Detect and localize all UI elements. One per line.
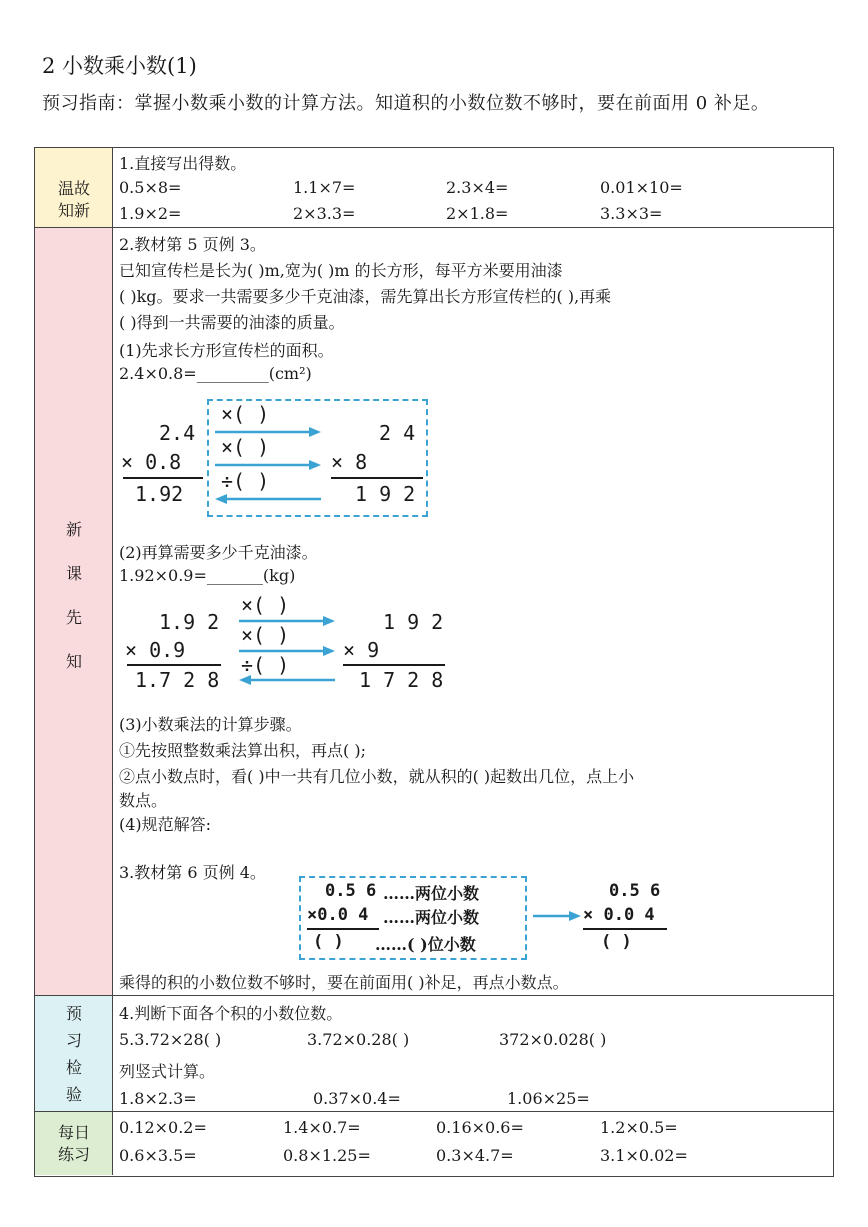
step-3-text: (3)小数乘法的计算步骤。 — [119, 715, 302, 734]
factor-b: × 0.9 — [125, 638, 186, 662]
daily-item: 3.1×0.02= — [600, 1146, 688, 1165]
example-4-heading: 3.教材第 6 页例 4。 — [119, 863, 266, 882]
left-arrow-icon — [237, 674, 337, 686]
review-item: 2×1.8= — [446, 204, 509, 223]
step-2-text: (2)再算需要多少千克油漆。 — [119, 543, 318, 562]
review-heading: 1.直接写出得数。 — [119, 154, 247, 173]
review-content — [113, 148, 833, 228]
review-item: 1.1×7= — [293, 178, 356, 197]
op-label: ×( ) — [241, 623, 290, 647]
op-label: ÷( ) — [241, 653, 290, 677]
step-4-text: (4)规范解答: — [119, 815, 212, 834]
integer-product: 1 7 2 8 — [359, 668, 444, 692]
daily-item: 0.12×0.2= — [119, 1118, 207, 1137]
step-3-rule-c: 数点。 — [119, 791, 168, 810]
review-label-cell — [35, 148, 113, 228]
new-label-cell — [35, 228, 113, 996]
review-item: 3.3×3= — [600, 204, 663, 223]
problem-line: ( )得到一共需要的油漆的质量。 — [119, 313, 345, 332]
check-label: 预 习 检 验 — [65, 1004, 82, 1104]
op-label: ×( ) — [241, 593, 290, 617]
multiplication-rule — [307, 928, 379, 930]
multiplication-rule — [127, 664, 221, 666]
decimal-note: ……两位小数 — [383, 908, 480, 927]
daily-item: 0.3×4.7= — [436, 1146, 514, 1165]
factor-b: ×0.0 4 — [307, 905, 369, 925]
daily-item: 0.8×1.25= — [283, 1146, 371, 1165]
check-content — [113, 996, 833, 1112]
product: 1.92 — [135, 482, 184, 506]
product: 1.7 2 8 — [135, 668, 220, 692]
step-1-equation: 2.4×0.8=_________(cm²) — [119, 364, 312, 383]
step-2-equation: 1.92×0.9=_______(kg) — [119, 566, 296, 585]
daily-label-cell — [35, 1112, 113, 1175]
factor-a: 0.5 6 — [325, 881, 377, 901]
product-blank: ( ) — [313, 932, 344, 952]
daily-item: 0.6×3.5= — [119, 1146, 197, 1165]
new-label: 新 课 先 知 — [65, 520, 82, 671]
step-3-rule-b: ②点小数点时，看( )中一共有几位小数，就从积的( )起数出几位，点上小 — [119, 767, 635, 786]
op-label: ×( ) — [221, 402, 270, 426]
judge-item: 3.72×0.28( ) — [307, 1030, 410, 1049]
review-item: 2×3.3= — [293, 204, 356, 223]
worksheet-table — [34, 147, 834, 1177]
integer-factor-b: × 9 — [343, 638, 380, 662]
step-1-text: (1)先求长方形宣传栏的面积。 — [119, 341, 334, 360]
decimal-note: ……( )位小数 — [375, 935, 476, 954]
right-arrow-icon — [213, 459, 323, 471]
page-title: 2 小数乘小数(1) — [42, 54, 197, 78]
multiplication-rule — [123, 477, 203, 479]
daily-item: 1.2×0.5= — [600, 1118, 678, 1137]
review-item: 1.9×2= — [119, 204, 182, 223]
daily-item: 0.16×0.6= — [436, 1118, 524, 1137]
check-label-cell — [35, 996, 113, 1112]
example-4-conclusion: 乘得的积的小数位数不够时，要在前面用( )补足，再点小数点。 — [119, 973, 569, 992]
review-label: 温故 知新 — [57, 179, 90, 220]
multiplication-rule — [331, 477, 423, 479]
daily-label: 每日 练习 — [57, 1123, 90, 1164]
decimal-note: ……两位小数 — [383, 884, 480, 903]
factor-b: × 0.0 4 — [583, 905, 655, 925]
integer-factor-a: 2 4 — [379, 421, 416, 445]
integer-product: 1 9 2 — [355, 482, 416, 506]
vertical-item: 1.8×2.3= — [119, 1089, 197, 1108]
factor-a: 0.5 6 — [609, 881, 661, 901]
right-arrow-icon — [531, 910, 583, 922]
problem-line: ( )kg。要求一共需要多少千克油漆，需先算出长方形宣传栏的( ),再乘 — [119, 287, 612, 306]
factor-a: 1.9 2 — [159, 610, 220, 634]
product-blank: ( ) — [601, 932, 632, 952]
judge-heading: 4.判断下面各个积的小数位数。 — [119, 1004, 343, 1023]
multiplication-rule — [343, 664, 445, 666]
judge-item: 5.3.72×28( ) — [119, 1030, 222, 1049]
left-arrow-icon — [213, 493, 323, 505]
problem-line: 已知宣传栏是长为( )m,宽为( )m 的长方形，每平方米要用油漆 — [119, 261, 563, 280]
multiplication-rule — [583, 928, 667, 930]
daily-item: 1.4×0.7= — [283, 1118, 361, 1137]
op-label: ÷( ) — [221, 469, 270, 493]
example-3-heading: 2.教材第 5 页例 3。 — [119, 235, 266, 254]
review-item: 0.5×8= — [119, 178, 182, 197]
judge-item: 372×0.028( ) — [499, 1030, 607, 1049]
op-label: ×( ) — [221, 435, 270, 459]
daily-content — [113, 1112, 833, 1175]
vertical-item: 0.37×0.4= — [313, 1089, 401, 1108]
factor-b: × 0.8 — [121, 450, 182, 474]
vertical-heading: 列竖式计算。 — [119, 1062, 216, 1081]
factor-a: 2.4 — [159, 421, 196, 445]
new-content — [113, 228, 833, 996]
vertical-item: 1.06×25= — [507, 1089, 590, 1108]
right-arrow-icon — [213, 426, 323, 438]
integer-factor-b: × 8 — [331, 450, 368, 474]
preview-guide: 预习指南：掌握小数乘小数的计算方法。知道积的小数位数不够时，要在前面用 0 补足。 — [42, 93, 770, 114]
step-3-rule-a: ①先按照整数乘法算出积，再点( ); — [119, 741, 366, 760]
right-arrow-icon — [237, 615, 337, 627]
integer-factor-a: 1 9 2 — [383, 610, 444, 634]
review-item: 0.01×10= — [600, 178, 683, 197]
review-item: 2.3×4= — [446, 178, 509, 197]
right-arrow-icon — [237, 645, 337, 657]
